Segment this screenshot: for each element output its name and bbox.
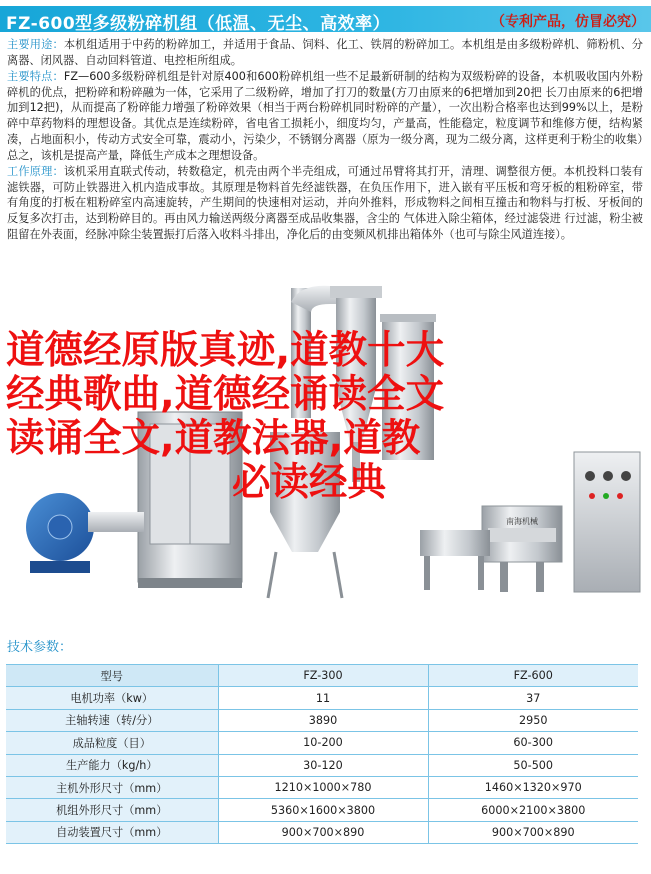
param-value: 900×700×890 [218,821,428,843]
param-value: 2950 [428,709,638,731]
page-title: FZ-600型多级粉碎机组（低温、无尘、高效率） [6,14,391,34]
param-value: 60-300 [428,732,638,754]
small-mill-leg [500,562,508,592]
table-header-row [6,665,638,687]
hopper-leg [268,552,276,598]
feature-text: FZ—600多级粉碎机组是针对原400和600粉碎机组一些不足最新研制的结构为双级粉碎的设备，本机吸收国内外粉碎机的优点，把粉碎和粉碎融为一体，它采用了二级粉碎，增加了打刀的数量(方刀由原来的6把增加到20把 长刀由原来的6把增加到12把)，从而提高了粉碎能力增强了粉碎效果（相当于两台粉碎机同时粉碎的产量），一次出粉合格率也达到99%以上，是粉碎中草药物料的理想设备。其优点是连续粉碎，省电省工损耗小，细度均匀，产量高，性能稳定，粒度调节和维修方便，结构紧凑，占地面积小，传动方式安全可靠，震动小，污染少，不锈钢分离器（原为一级分离，现为二级分离，这样更利于粉尘的收集）总之，该机是提高产量，降低生产成本之理想设备。 [7,69,643,162]
param-name: 电机功率（kw） [6,687,218,709]
tech-params-label: 技术参数： [7,640,73,655]
param-name: 生产能力（kg/h） [6,754,218,776]
param-name: 自动装置尺寸（mm） [6,821,218,843]
param-value: 50-500 [428,754,638,776]
separator-cap [330,286,382,298]
table-row [6,799,638,821]
param-value: 6000×2100×3800 [428,799,638,821]
collector-lid [380,314,436,322]
param-name: 机组外形尺寸（mm） [6,799,218,821]
principle-paragraph [7,164,643,243]
param-value: 30-120 [218,754,428,776]
principle-label: 工作原理： [7,164,64,178]
param-value: 5360×1600×3800 [218,799,428,821]
feature-paragraph [7,69,643,164]
hopper-cone [270,512,340,552]
table-row [6,732,638,754]
spec-table [6,664,638,844]
table-row [6,821,638,843]
watermark-line: 读诵全文,道教法器,道教 [6,416,421,461]
patent-notice: （专利产品，仿冒必究） [491,14,645,30]
principle-text: 该机采用直联式传动，转数稳定，机壳由两个半壳组成，可通过吊臂将其打开，清理、调整很方便。本机投料口装有滤铁器，可防止铁器进入机内造成事故。其原理是物料首先经滤铁器，在负压作用下，进入嵌有平压板和弯牙板的粗粉碎室，带有角度的打板在粗粉碎室内高速旋转，产生期间的快速相对运动，并向外推料，形成物料之间相互撞击和物料与打板、牙板间的反复多次打击，达到粉碎目的。再由风力输送两级分离器至成品收集器，含尘的 气体进入除尘箱体，经过滤袋进 行过滤，粉尘被阻留在外表面，经脉冲除尘装置振打后落入收料斗排出，净化后的由变频风机排出箱体外（也可与除尘风道连接）。 [7,164,643,242]
small-mill-leg [536,562,544,592]
watermark-text [6,329,646,505]
param-name: 主轴转速（转/分） [6,709,218,731]
param-value: 1460×1320×970 [428,776,638,798]
table-row [6,776,638,798]
feeder-leg [424,556,430,590]
fan-duct [88,512,144,532]
use-paragraph [7,37,643,69]
column-header: FZ-600 [428,665,638,687]
watermark-line: 道德经原版真迹,道教十大 [6,328,445,373]
feeder-leg [478,556,484,590]
small-mill-panel [488,528,556,542]
use-label: 主要用途： [7,38,64,51]
product-description [7,37,643,243]
column-header: FZ-300 [218,665,428,687]
table-row [6,754,638,776]
table-row [6,709,638,731]
param-value: 37 [428,687,638,709]
feeder-unit [420,530,490,556]
param-name: 主机外形尺寸（mm） [6,776,218,798]
page-header [0,0,651,38]
param-value: 3890 [218,709,428,731]
use-text: 本机组适用于中药的粉碎加工，并适用于食品、饲料、化工、铁屑的粉碎加工。本机组是由多级粉碎机、筛粉机、分离器、闭风器、自动回料管道、电控柜所组成。 [7,38,643,67]
param-value: 11 [218,687,428,709]
table-row [6,687,638,709]
fan-base [30,561,90,573]
column-header: 型号 [6,665,218,687]
feature-label: 主要特点： [7,69,64,83]
watermark-line: 经典歌曲,道德经诵读全文 [6,372,445,417]
param-value: 1210×1000×780 [218,776,428,798]
param-value: 10-200 [218,732,428,754]
watermark-line: 必读经典 [232,460,387,505]
param-name: 成品粒度（目） [6,732,218,754]
fan-hub [48,515,72,539]
cabinet-base [138,578,242,588]
hopper-leg [334,552,342,598]
small-mill-brand: 南海机械 [506,517,538,526]
param-value: 900×700×890 [428,821,638,843]
